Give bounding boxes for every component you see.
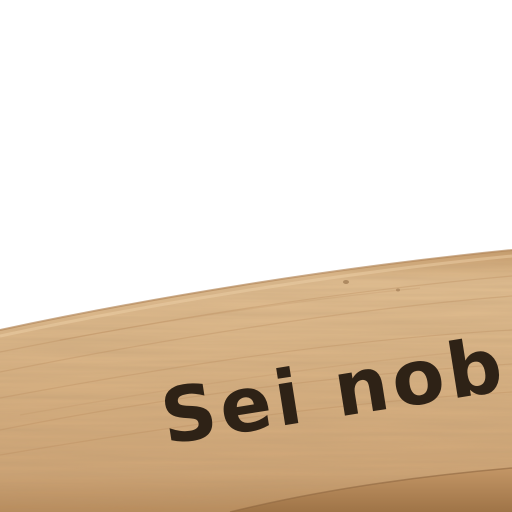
engraved-text: Sei nob xyxy=(154,319,512,462)
